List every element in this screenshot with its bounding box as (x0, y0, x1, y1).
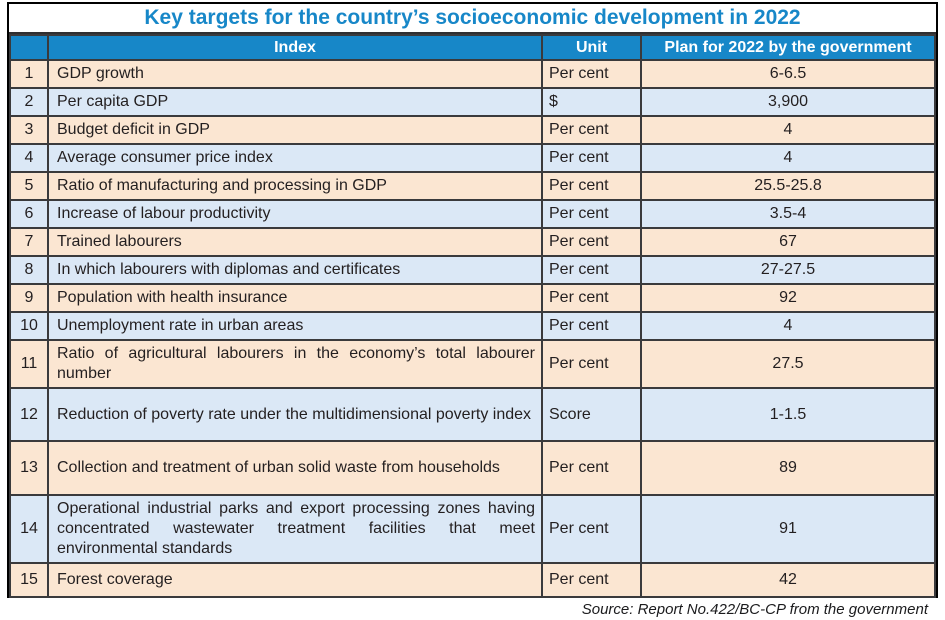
unit-cell: Per cent (542, 284, 641, 312)
plan-cell: 89 (641, 441, 935, 495)
row-number-cell: 3 (10, 116, 48, 144)
table-row (10, 172, 935, 200)
row-number-cell: 7 (10, 228, 48, 256)
index-cell: Reduction of poverty rate under the multidimensional poverty index (48, 388, 542, 441)
table-row (10, 200, 935, 228)
unit-column-header: Unit (542, 35, 641, 60)
unit-cell: Per cent (542, 340, 641, 388)
index-column-header: Index (48, 35, 542, 60)
plan-cell: 4 (641, 116, 935, 144)
plan-cell: 67 (641, 228, 935, 256)
row-number-cell: 2 (10, 88, 48, 116)
table-row (10, 284, 935, 312)
plan-cell: 27-27.5 (641, 256, 935, 284)
table-row (10, 495, 935, 563)
row-number-cell: 12 (10, 388, 48, 441)
table-row (10, 144, 935, 172)
source-text: Source: Report No.422/BC-CP from the government (581, 600, 928, 618)
unit-cell: Per cent (542, 172, 641, 200)
unit-cell: Per cent (542, 312, 641, 340)
plan-cell: 25.5-25.8 (641, 172, 935, 200)
row-number-cell: 10 (10, 312, 48, 340)
source-row (9, 598, 936, 620)
unit-cell: Per cent (542, 495, 641, 563)
header-row (10, 35, 935, 60)
plan-cell: 6-6.5 (641, 60, 935, 88)
plan-cell: 42 (641, 563, 935, 597)
unit-cell: Per cent (542, 144, 641, 172)
index-cell: Per capita GDP (48, 88, 542, 116)
index-cell: Average consumer price index (48, 144, 542, 172)
table-row (10, 228, 935, 256)
table-row (10, 256, 935, 284)
unit-cell: Per cent (542, 256, 641, 284)
index-cell: Budget deficit in GDP (48, 116, 542, 144)
index-cell: Unemployment rate in urban areas (48, 312, 542, 340)
table-row (10, 88, 935, 116)
index-cell: In which labourers with diplomas and certificates (48, 256, 542, 284)
index-cell: Trained labourers (48, 228, 542, 256)
unit-cell: Per cent (542, 116, 641, 144)
index-cell: GDP growth (48, 60, 542, 88)
unit-cell: Per cent (542, 228, 641, 256)
plan-cell: 1-1.5 (641, 388, 935, 441)
table-row (10, 441, 935, 495)
index-cell: Operational industrial parks and export processing zones having concentrated wastewater treatment facilities that meet environmental standards (48, 495, 542, 563)
unit-cell: Per cent (542, 60, 641, 88)
plan-cell: 27.5 (641, 340, 935, 388)
index-cell: Ratio of agricultural labourers in the economy’s total labourer number (48, 340, 542, 388)
plan-cell: 91 (641, 495, 935, 563)
table-row (10, 340, 935, 388)
row-number-cell: 11 (10, 340, 48, 388)
targets-table (9, 34, 936, 598)
unit-cell: Per cent (542, 200, 641, 228)
row-number-cell: 13 (10, 441, 48, 495)
index-cell: Collection and treatment of urban solid waste from households (48, 441, 542, 495)
table-row (10, 563, 935, 597)
plan-column-header: Plan for 2022 by the government (641, 35, 935, 60)
row-number-cell: 14 (10, 495, 48, 563)
row-number-cell: 4 (10, 144, 48, 172)
table-frame (7, 2, 938, 618)
table-row (10, 60, 935, 88)
plan-cell: 4 (641, 312, 935, 340)
row-number-cell: 15 (10, 563, 48, 597)
row-number-cell: 6 (10, 200, 48, 228)
index-cell: Forest coverage (48, 563, 542, 597)
corner-header-cell (10, 35, 48, 60)
table-row (10, 312, 935, 340)
index-cell: Increase of labour productivity (48, 200, 542, 228)
unit-cell: $ (542, 88, 641, 116)
row-number-cell: 5 (10, 172, 48, 200)
table-row (10, 116, 935, 144)
index-cell: Ratio of manufacturing and processing in GDP (48, 172, 542, 200)
page-title: Key targets for the country’s socioeconomic development in 2022 (144, 6, 801, 29)
unit-cell: Per cent (542, 563, 641, 597)
plan-cell: 92 (641, 284, 935, 312)
row-number-cell: 9 (10, 284, 48, 312)
plan-cell: 3,900 (641, 88, 935, 116)
index-cell: Population with health insurance (48, 284, 542, 312)
row-number-cell: 1 (10, 60, 48, 88)
unit-cell: Score (542, 388, 641, 441)
table-row (10, 388, 935, 441)
row-number-cell: 8 (10, 256, 48, 284)
table-title-bar (9, 4, 936, 34)
unit-cell: Per cent (542, 441, 641, 495)
plan-cell: 4 (641, 144, 935, 172)
plan-cell: 3.5-4 (641, 200, 935, 228)
